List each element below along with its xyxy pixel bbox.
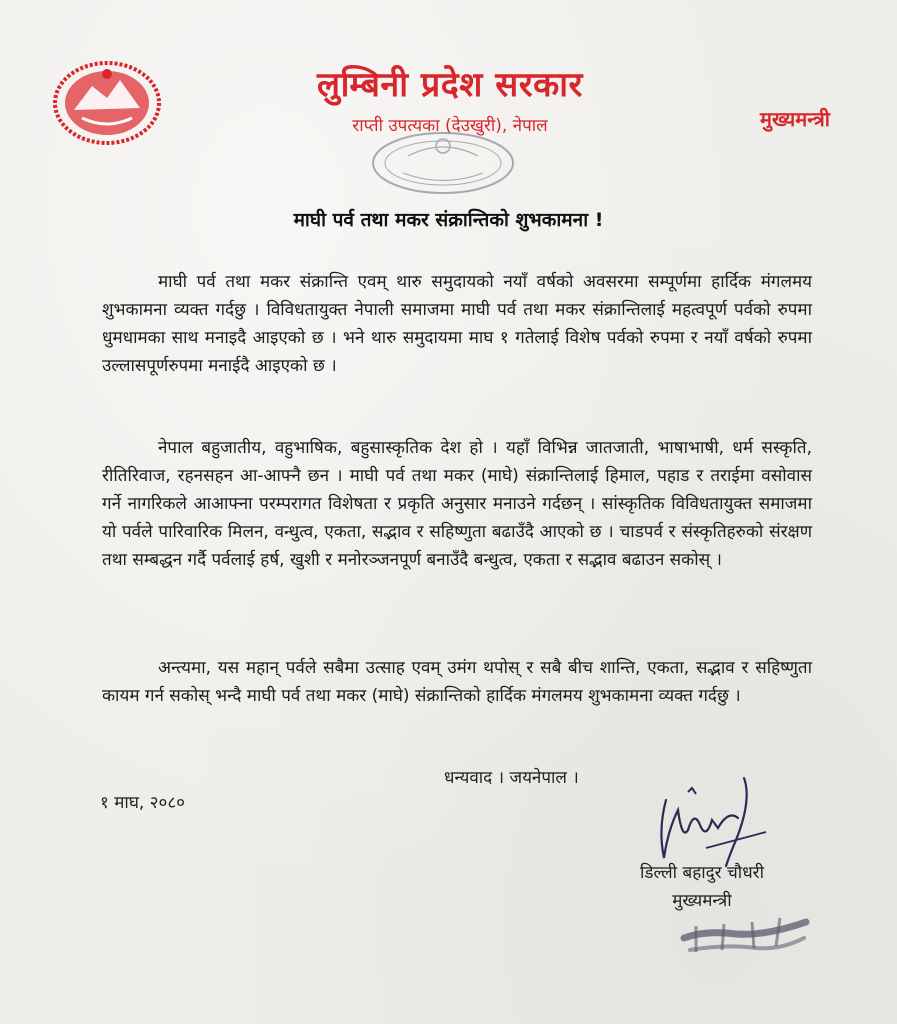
office-seal-icon — [368, 128, 518, 198]
letter-paragraph: नेपाल बहुजातीय, वहुभाषिक, बहुसास्कृतिक देश हो । यहाँ विभिन्न जातजाती, भाषाभाषी, धर्म सस्कृति, रीतिरिवाज, रहनसहन आ-आफ्नै छन । माघी पर्व तथा मकर (माघे) संक्रान्तिलाई हिमाल, पहाड र तराईमा वसोवास गर्ने नागरिकले आआफ्ना परम्परागत विशेषता र प्रकृति अनुसार मनाउने गर्दछन् । सांस्कृतिक विविधतायुक्त समाजमा यो पर्वले पारिवारिक मिलन, वन्धुत्व, एकता, सद्भाव र सहिष्णुता बढाउँदै आएको छ । चाडपर्व र संस्कृतिहरुको संरक्षण तथा सम्बद्धन गर्दै पर्वलाई हर्ष, खुशी र मनोरञ्जनपूर्ण बनाउँदै बन्धुत्व, एकता र सद्भाव बढाउन सकोस् । — [102, 438, 812, 570]
letter-date: १ माघ, २०८० — [100, 793, 186, 813]
government-address: राप्ती उपत्यका (देउखुरी), नेपाल — [352, 116, 548, 136]
signatory-title: मुख्यमन्त्री — [672, 891, 732, 911]
signatory-name: डिल्ली बहादुर चौधरी — [639, 863, 765, 883]
office-name: मुख्यमन्त्री — [760, 107, 830, 131]
letter-paragraph: अन्त्यमा, यस महान् पर्वले सबैमा उत्साह एवम् उमंग थपोस् र सबै बीच शान्ति, एकता, सद्भाव र सहिष्णुता कायम गर्न सकोस् भन्दै माघी पर्व तथा मकर (माघे) संक्रान्तिको हार्दिक मंगलमय शुभकामना व्यक्त गर्दछु । — [102, 658, 812, 706]
letter-paragraph: माघी पर्व तथा मकर संक्रान्ति एवम् थारु समुदायको नयाँ वर्षको अवसरमा सम्पूर्णमा हार्दिक मंगलमय शुभकामना व्यक्त गर्दछु । विविधतायुक्त नेपाली समाजमा माघी पर्व तथा मकर संक्रान्तिलाई महत्वपूर्ण पर्वको रुपमा धुमधामका साथ मनाइदै आइएको छ । भने थारु समुदायमा माघ १ गतेलाई विशेष पर्वको रुपमा र नयाँ वर्षको रुपमा उल्लासपूर्णरुपमा मनाईदै आइएको छ । — [102, 272, 812, 376]
signature-icon — [648, 770, 778, 870]
office-stamp-icon — [676, 908, 816, 958]
closing-text: धन्यवाद । जयनेपाल । — [444, 768, 579, 788]
government-name: लुम्बिनी प्रदेश सरकार — [317, 65, 583, 105]
emblem-icon — [52, 58, 162, 148]
letter-heading: माघी पर्व तथा मकर संक्रान्तिको शुभकामना ! — [293, 209, 604, 231]
